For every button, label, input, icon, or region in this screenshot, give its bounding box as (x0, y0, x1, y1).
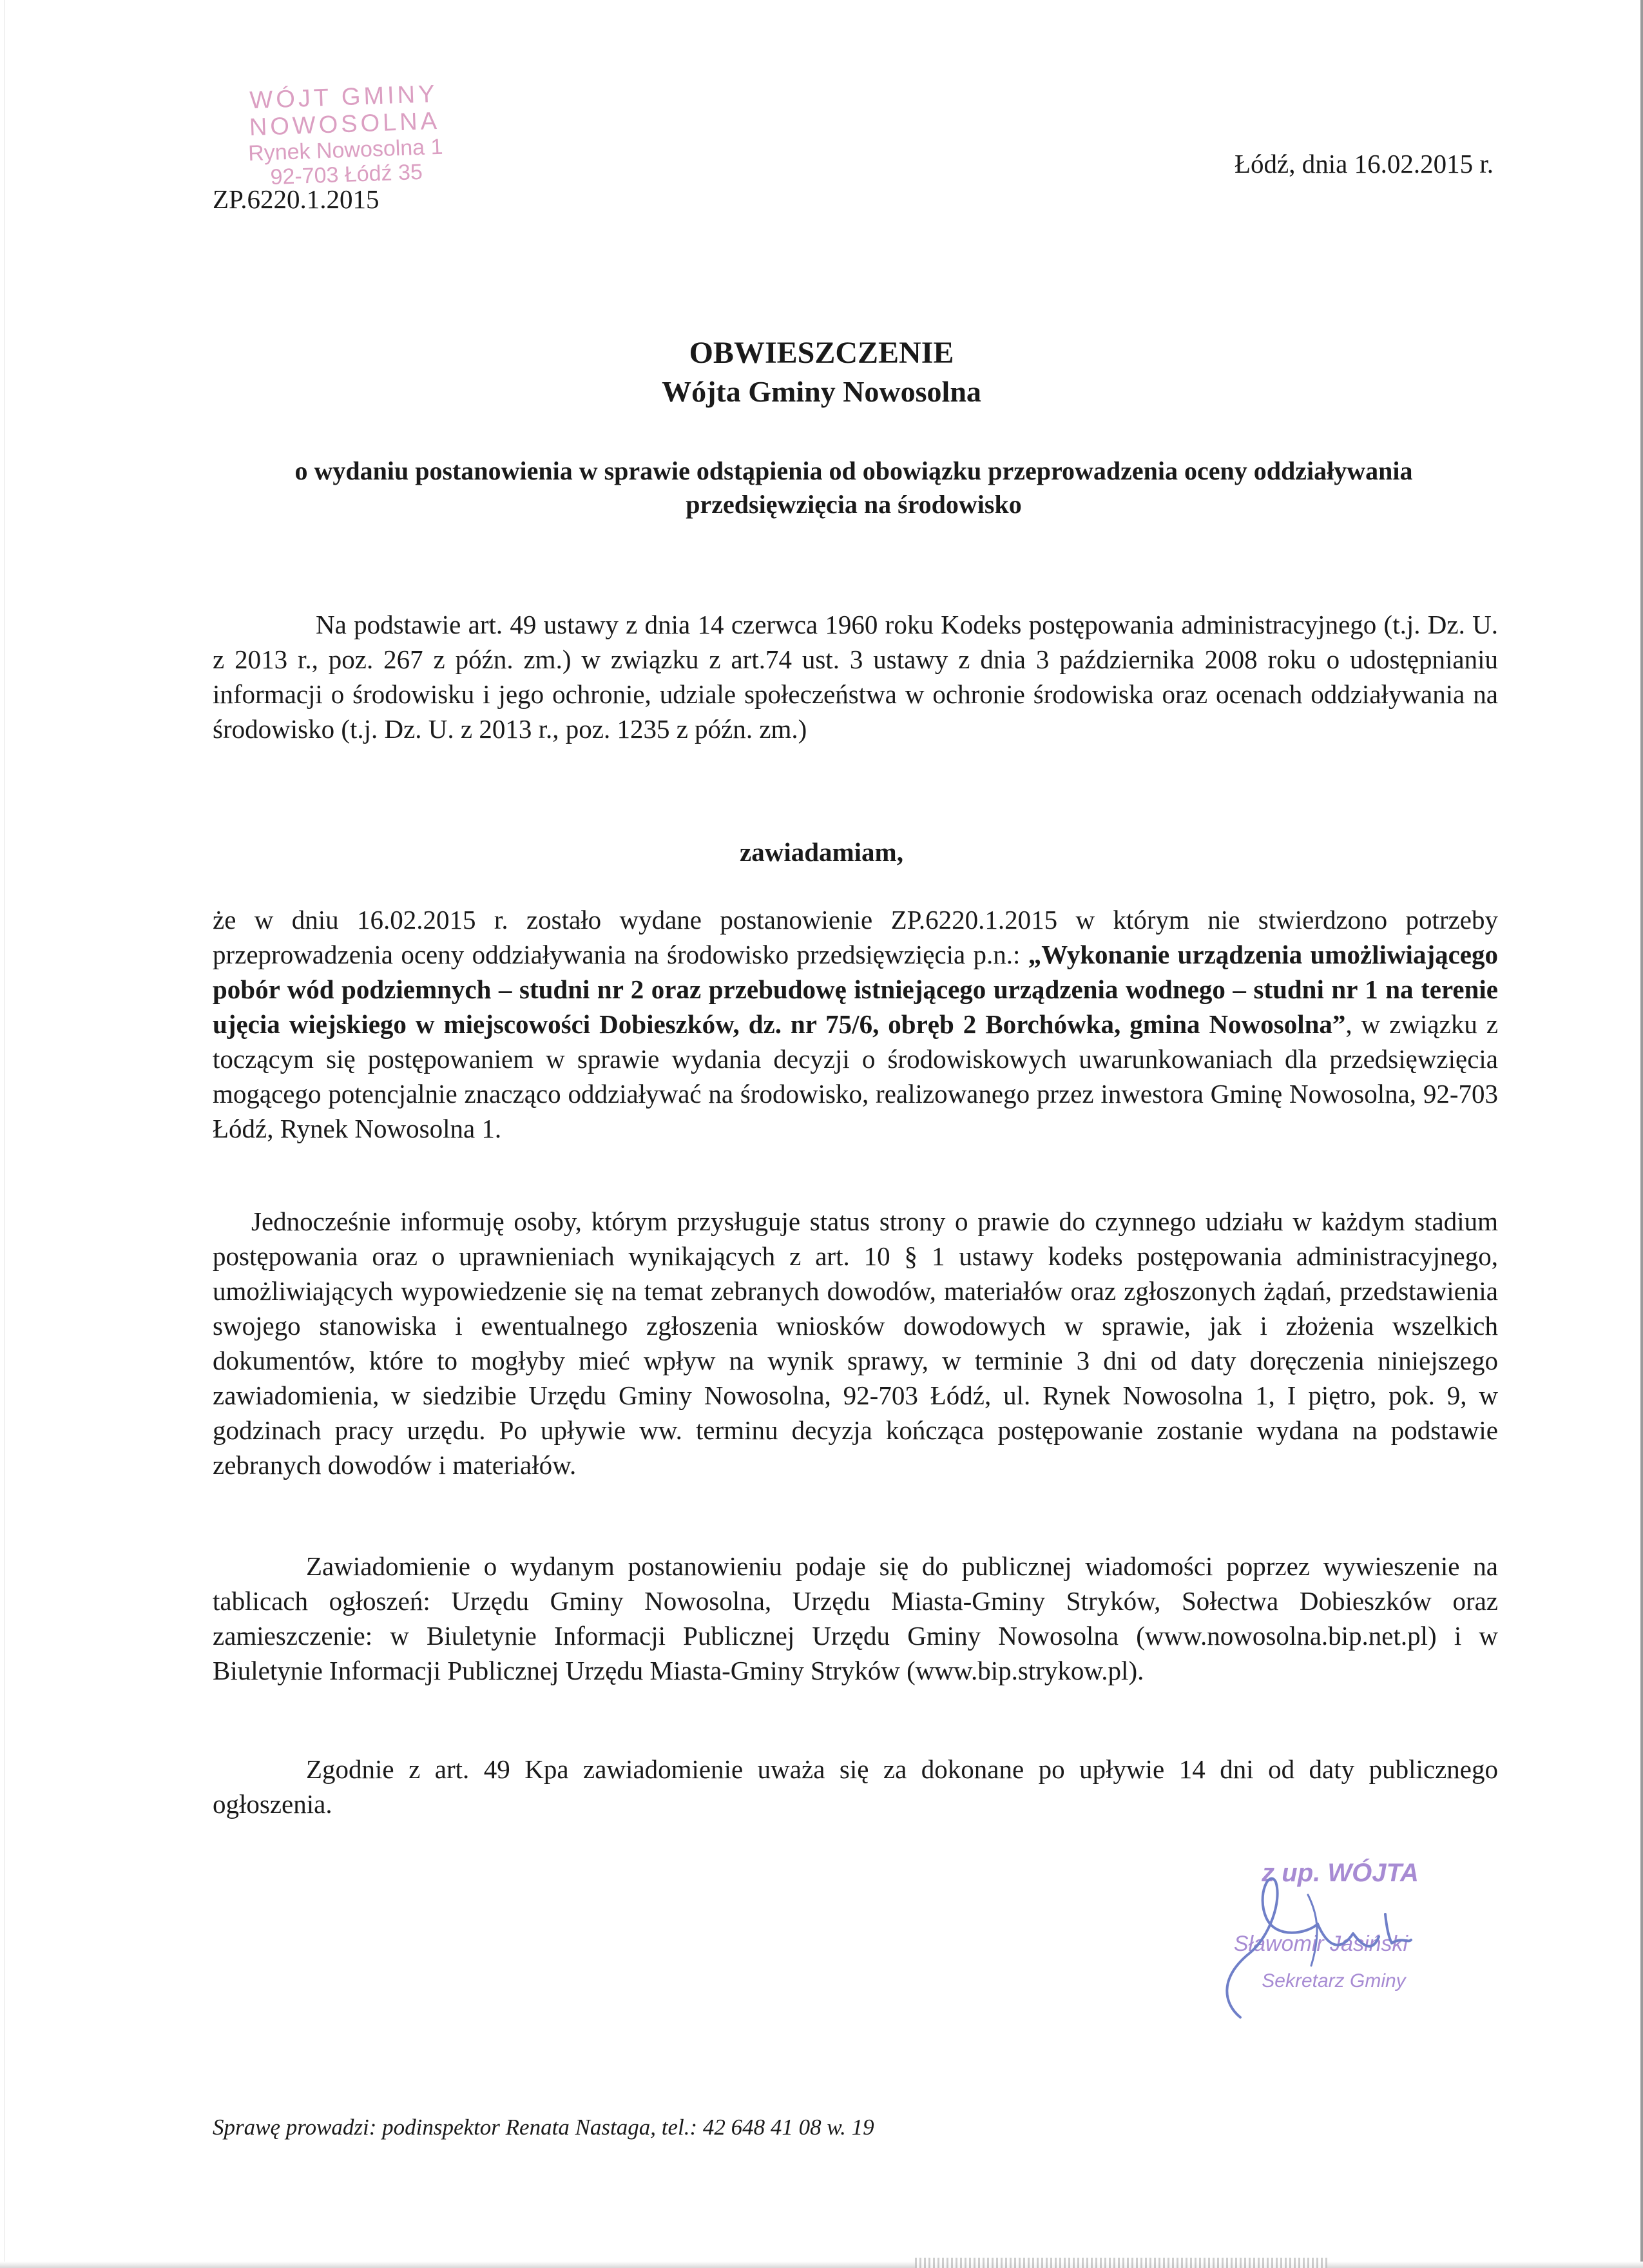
reference-number: ZP.6220.1.2015 (213, 184, 380, 214)
legal-basis-paragraph: Na podstawie art. 49 ustawy z dnia 14 czerwca 1960 roku Kodeks postępowania administracyjnego (t.j. Dz. U. z 2013 r., poz. 267 z późn. zm.) w związku z art.74 ust. 3 ustawy z dnia 3 października 2008 roku o udostępnianiu informacji o środowisku i jego ochronie, udziale społeczeństwa w ochronie środowiska oraz ocenach oddziaływania na środowisko (t.j. Dz. U. z 2013 r., poz. 1235 z późn. zm.) (213, 610, 1498, 744)
signatory-name: Sławomir Jasiński (1233, 1932, 1408, 1956)
effective-date-paragraph: Zgodnie z art. 49 Kpa zawiadomienie uważa się za dokonane po upływie 14 dni od daty publicznego ogłoszenia. (213, 1754, 1498, 1819)
document-subject: o wydaniu postanowienia w sprawie odstąpienia od obowiązku przeprowadzenia oceny oddziaływania przedsięwzięcia na środowisko (294, 456, 1413, 519)
decision-text-end: , w związku z toczącym się postępowaniem w sprawie wydania decyzji o środowiskowych uwarunkowaniach dla przedsięwzięcia mogącego potencjalnie znacząco oddziaływać na środowisko, realizowanego przez inwestora Gminę Nowosolna, 92-703 Łódź, Rynek Nowosolna 1. (213, 1009, 1498, 1143)
signature-block (1179, 1856, 1463, 2024)
office-stamp (157, 77, 533, 190)
page-bottom-edge (0, 2262, 1643, 2268)
parties-rights-paragraph: Jednocześnie informuję osoby, którym przysługuje status strony o prawie do czynnego udziału w każdym stadium postępowania oraz o uprawnieniach wynikających z art. 10 § 1 ustawy kodeks postępowania administracyjnego, umożliwiających wypowiedzenie się na temat zebranych dowodów, materiałów oraz zgłoszonych żądań, przedstawienia swojego stanowiska i ewentualnego zgłoszenia wniosków dowodowych w sprawie, jak i złożenia wszelkich dokumentów, które to mogłyby mieć wpływ na wynik sprawy, w terminie 3 dni od daty doręczenia niniejszego zawiadomienia, w siedzibie Urzędu Gminy Nowosolna, 92-703 Łódź, ul. Rynek Nowosolna 1, I piętro, pok. 9, w godzinach pracy urzędu. Po upływie ww. terminu decyzja kończąca postępowanie zostanie wydana na podstawie zebranych dowodów i materiałów. (213, 1207, 1498, 1480)
project-name: „Wykonanie urządzenia umożliwiającego pobór wód podziemnych – studni nr 2 oraz przebudowę istniejącego urządzenia wodnego – studni nr 1 na terenie ujęcia wiejskiego w miejscowości Dobieszków, dz. nr 75/6, obręb 2 Borchówka, gmina Nowosolna” (213, 940, 1498, 1039)
notification-heading: zawiadamiam, (740, 837, 903, 867)
handwritten-signature (1179, 1856, 1463, 2024)
decision-paragraph (213, 902, 1498, 1146)
signature-authority: z up. WÓJTA (1262, 1859, 1419, 1887)
case-handler-note: Sprawę prowadzi: podinspektor Renata Nastaga, tel.: 42 648 41 08 w. 19 (213, 2115, 874, 2140)
stamp-address: Rynek Nowosolna 1 (247, 134, 444, 166)
stamp-title: WÓJT GMINY NOWOSOLNA (249, 80, 441, 142)
stamp-postcode: 92-703 Łódź 35 (269, 159, 423, 190)
document-title-block (0, 334, 1643, 411)
scan-artifact (915, 2258, 1327, 2268)
place-and-date: Łódź, dnia 16.02.2015 r. (1235, 149, 1494, 179)
publication-paragraph: Zawiadomienie o wydanym postanowieniu podaje się do publicznej wiadomości poprzez wywieszenie na tablicach ogłoszeń: Urzędu Gminy Nowosolna, Urzędu Miasta-Gminy Stryków, Sołectwa Dobieszków oraz zamieszczenie: w Biuletynie Informacji Publicznej Urzędu Gminy Nowosolna (www.nowosolna.bip.net.pl) i w Biuletynie Informacji Publicznej Urzędu Miasta-Gminy Stryków (www.bip.strykow.pl). (213, 1551, 1498, 1685)
signatory-position: Sekretarz Gminy (1262, 1970, 1406, 1992)
document-title: OBWIESZCZENIE (689, 336, 954, 370)
decision-text-start: że w dniu 16.02.2015 r. zostało wydane postanowienie ZP.6220.1.2015 w którym nie stwierdzono potrzeby przeprowadzenia oceny oddziaływania na środowisko przedsięwzięcia p.n.: (213, 905, 1498, 969)
issuing-authority: Wójta Gminy Nowosolna (662, 375, 981, 408)
